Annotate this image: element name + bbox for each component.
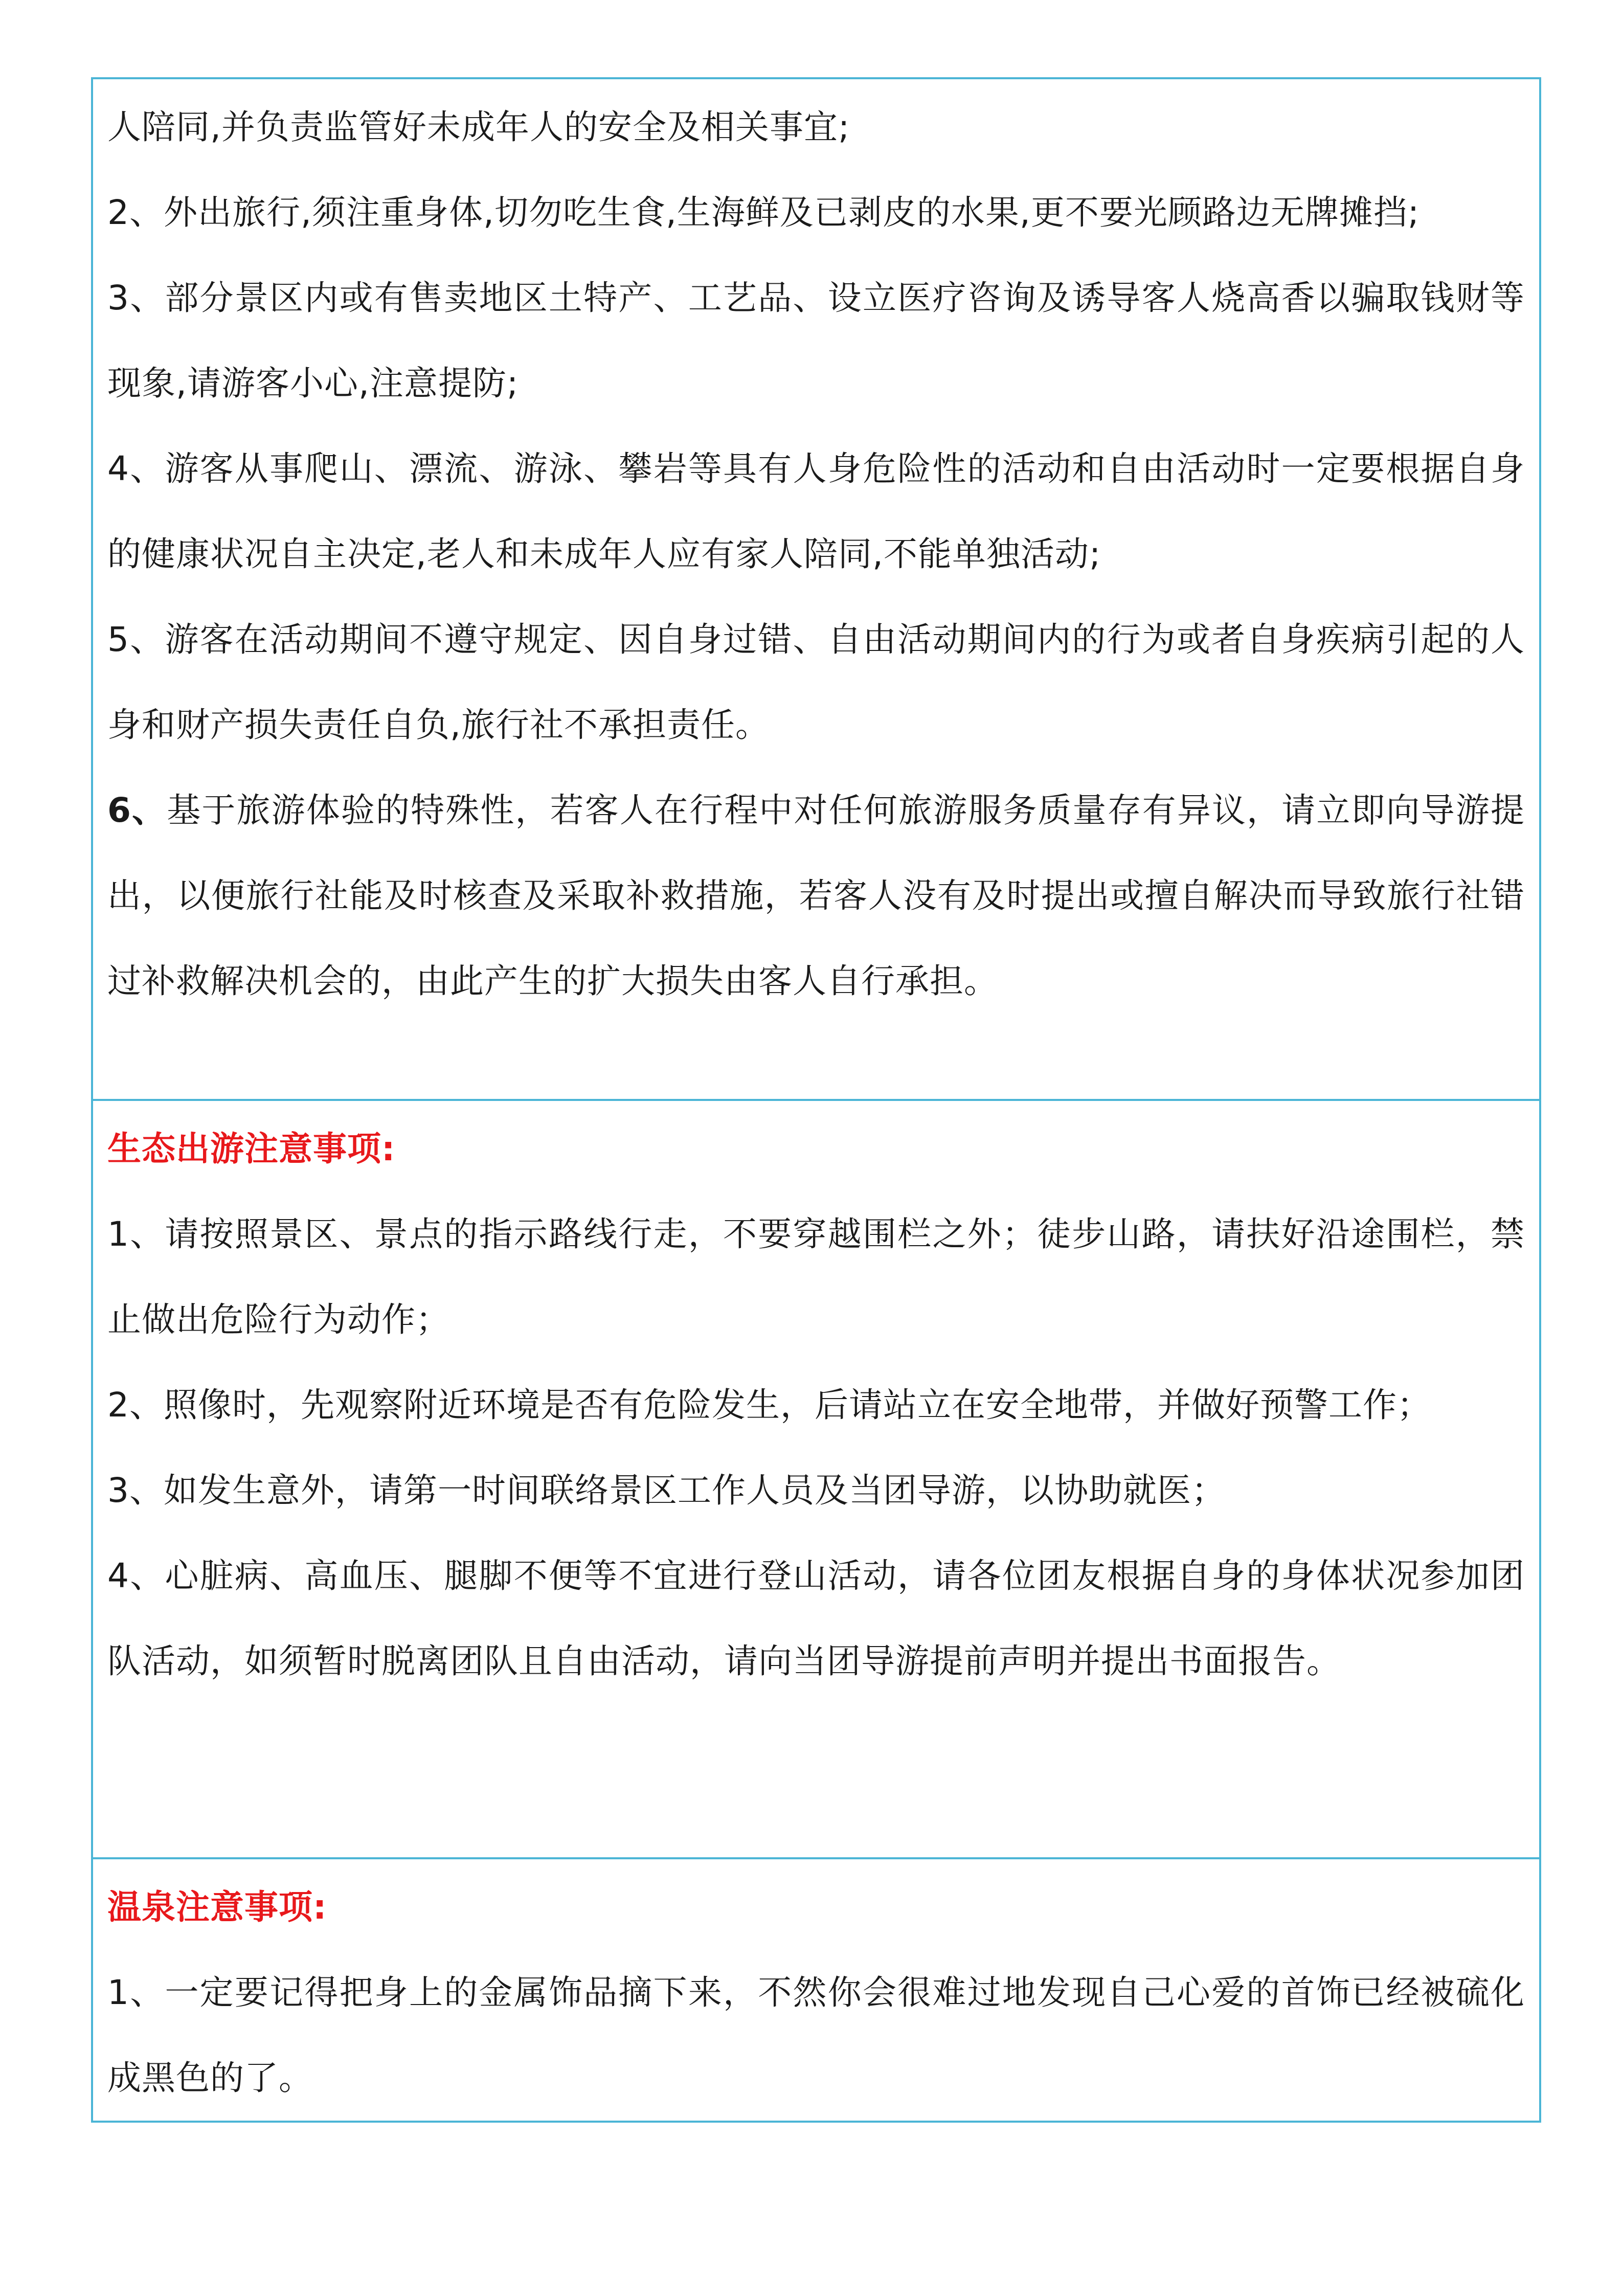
general-note-continuation: 人陪同,并负责监管好未成年人的安全及相关事宜;: [107, 107, 850, 147]
eco-note-3: 3、如发生意外，请第一时间联络景区工作人员及当团导游，以协助就医；: [107, 1471, 1226, 1511]
eco-note-4: 4、心脏病、高血压、腿脚不便等不宜进行登山活动，请各位团友根据自身的身体状况参加团队活动，如须暂时脱离团队且自由活动，请向当团导游提前声明并提出书面报告。: [107, 1556, 1525, 1681]
hot-spring-cell: [93, 1859, 1539, 2121]
hot-spring-heading: 温泉注意事项:: [107, 1887, 327, 1927]
general-note-6-number: 6、: [107, 791, 167, 830]
eco-note-2: 2、照像时，先观察附近环境是否有危险发生，后请站立在安全地带，并做好预警工作；: [107, 1385, 1431, 1425]
eco-travel-heading: 生态出游注意事项:: [107, 1129, 396, 1169]
general-note-3: 3、部分景区内或有售卖地区土特产、工艺品、设立医疗咨询及诱导客人烧高香以骗取钱财等现象,请游客小心,注意提防;: [107, 278, 1525, 403]
eco-note-1: 1、请按照景区、景点的指示路线行走，不要穿越围栏之外；徒步山路，请扶好沿途围栏，禁止做出危险行为动作；: [107, 1214, 1525, 1340]
general-note-4: 4、游客从事爬山、漂流、游泳、攀岩等具有人身危险性的活动和自由活动时一定要根据自身的健康状况自主决定,老人和未成年人应有家人陪同,不能单独活动;: [107, 449, 1525, 574]
hot-spring-note-1: 1、一定要记得把身上的金属饰品摘下来，不然你会很难过地发现自己心爱的首饰已经被硫化成黑色的了。: [107, 1973, 1525, 2098]
notice-table: [91, 77, 1541, 2123]
general-note-2: 2、外出旅行,须注重身体,切勿吃生食,生海鲜及已剥皮的水果,更不要光顾路边无牌摊挡;: [107, 193, 1420, 232]
general-note-6-text: 基于旅游体验的特殊性，若客人在行程中对任何旅游服务质量存有异议，请立即向导游提出，以便旅行社能及时核查及采取补救措施，若客人没有及时提出或擅自解决而导致旅行社错过补救解决机会的，由此产生的扩大损失由客人自行承担。: [107, 791, 1525, 1001]
general-note-5: 5、游客在活动期间不遵守规定、因自身过错、自由活动期间内的行为或者自身疾病引起的人身和财产损失责任自负,旅行社不承担责任。: [107, 620, 1525, 745]
general-notes-cell: [93, 79, 1539, 1101]
eco-travel-cell: [93, 1101, 1539, 1859]
general-note-6: [107, 768, 1525, 1024]
